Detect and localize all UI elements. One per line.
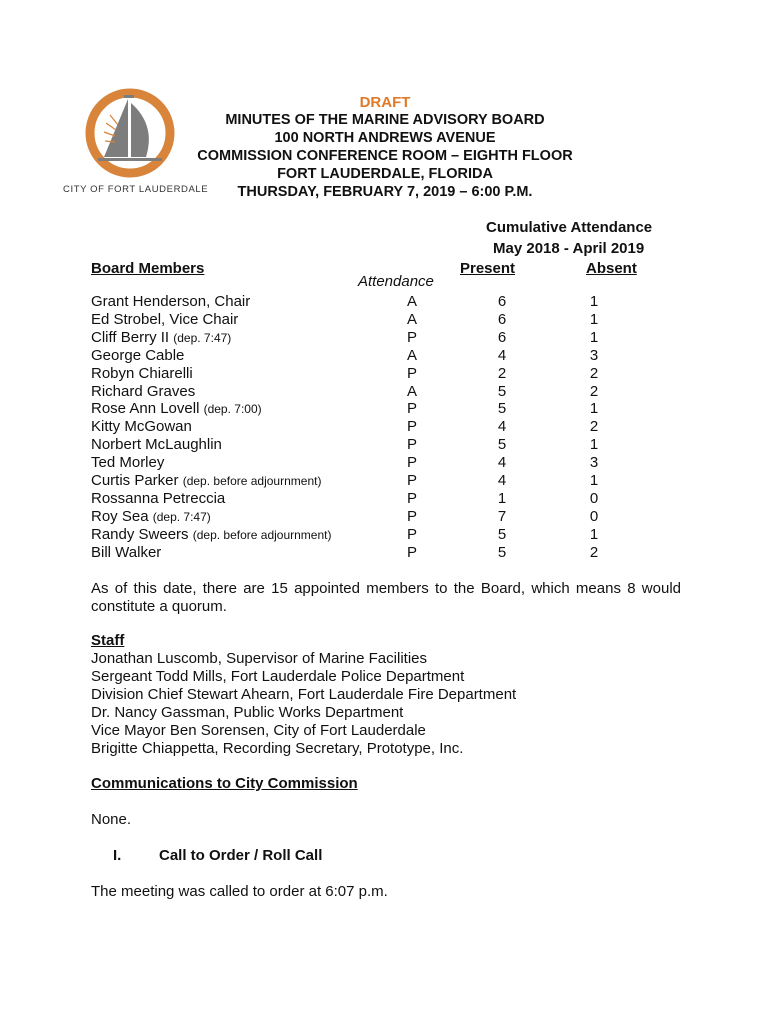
member-attendance: P	[406, 400, 417, 418]
member-present-count: 6	[497, 293, 507, 310]
member-name-text: Norbert McLaughlin	[91, 436, 222, 454]
staff-line: Sergeant Todd Mills, Fort Lauderdale Police Department	[91, 668, 465, 685]
period-label: May 2018 - April 2019	[493, 240, 645, 257]
member-row	[0, 508, 770, 526]
absent-heading: Absent	[586, 260, 637, 277]
member-attendance: A	[406, 293, 417, 310]
doc-city: FORT LAUDERDALE, FLORIDA	[277, 166, 493, 182]
member-note: (dep. 7:47)	[173, 330, 232, 345]
section-number: I.	[113, 847, 122, 864]
doc-date: THURSDAY, FEBRUARY 7, 2019 – 6:00 P.M.	[237, 184, 533, 200]
member-name	[91, 383, 195, 401]
logo-caption: CITY OF FORT LAUDERDALE	[63, 184, 209, 195]
member-present-count: 4	[497, 346, 507, 364]
member-name	[91, 436, 222, 454]
member-name-text: Kitty McGowan	[91, 418, 192, 436]
member-absent-count: 0	[589, 489, 599, 507]
member-name-text: Robyn Chiarelli	[91, 364, 193, 382]
member-name	[91, 365, 193, 383]
member-absent-count: 3	[589, 346, 599, 364]
member-name-text: Rose Ann Lovell	[91, 400, 200, 418]
member-note: (dep. 7:00)	[203, 402, 262, 417]
member-attendance: P	[406, 507, 417, 525]
member-present-count: 5	[497, 543, 507, 561]
member-absent-count: 3	[589, 454, 599, 472]
member-name	[91, 490, 225, 508]
member-name	[91, 329, 231, 347]
communications-body: None.	[91, 811, 132, 828]
member-present-count: 1	[497, 489, 507, 507]
member-name	[91, 544, 161, 562]
member-row	[0, 436, 770, 454]
member-name	[91, 311, 238, 329]
member-name-text: Bill Walker	[91, 543, 162, 561]
member-present-count: 5	[497, 382, 507, 400]
member-attendance: P	[406, 418, 417, 436]
member-present-count: 5	[497, 400, 507, 418]
member-present-count: 6	[497, 310, 507, 328]
cumulative-label: Cumulative Attendance	[486, 219, 653, 236]
doc-address: 100 NORTH ANDREWS AVENUE	[274, 130, 496, 146]
member-attendance: A	[406, 382, 417, 400]
member-name	[91, 400, 262, 418]
member-absent-count: 1	[589, 328, 599, 346]
member-absent-count: 1	[589, 293, 599, 310]
member-name	[91, 293, 250, 311]
staff-line: Dr. Nancy Gassman, Public Works Department	[91, 704, 404, 721]
member-attendance: P	[406, 454, 417, 472]
member-name-text: Richard Graves	[91, 382, 196, 400]
member-row	[0, 454, 770, 472]
member-attendance: P	[406, 543, 417, 561]
member-present-count: 7	[497, 507, 507, 525]
draft-label: DRAFT	[359, 94, 411, 111]
member-present-count: 6	[497, 328, 507, 346]
attendance-heading: Attendance	[358, 273, 434, 290]
member-absent-count: 1	[589, 472, 599, 489]
member-row	[0, 400, 770, 418]
section-title: Call to Order / Roll Call	[159, 847, 323, 864]
member-absent-count: 1	[589, 310, 599, 328]
member-attendance: P	[406, 525, 417, 543]
section-body: The meeting was called to order at 6:07 p.m.	[91, 883, 388, 900]
present-heading: Present	[460, 260, 516, 277]
member-attendance: P	[406, 364, 417, 382]
member-name-text: Curtis Parker	[91, 472, 179, 489]
member-row	[0, 418, 770, 436]
member-row	[0, 544, 770, 562]
member-row	[0, 490, 770, 508]
member-absent-count: 1	[589, 436, 599, 454]
member-row	[0, 311, 770, 329]
member-name-text: Roy Sea	[91, 507, 149, 525]
member-attendance: P	[406, 436, 417, 454]
member-absent-count: 2	[589, 543, 599, 561]
member-name	[91, 472, 321, 490]
member-attendance: A	[406, 310, 417, 328]
doc-title: MINUTES OF THE MARINE ADVISORY BOARD	[225, 112, 545, 128]
member-present-count: 4	[497, 472, 507, 489]
member-present-count: 4	[497, 418, 507, 436]
member-name-text: Ed Strobel, Vice Chair	[91, 310, 239, 328]
member-name-text: Grant Henderson, Chair	[91, 293, 251, 310]
member-note: (dep. before adjournment)	[192, 527, 332, 542]
member-absent-count: 2	[589, 418, 599, 436]
member-row	[0, 293, 770, 311]
member-absent-count: 2	[589, 364, 599, 382]
member-present-count: 5	[497, 436, 507, 454]
staff-line: Jonathan Luscomb, Supervisor of Marine Facilities	[91, 650, 427, 667]
doc-room: COMMISSION CONFERENCE ROOM – EIGHTH FLOOR	[197, 148, 573, 164]
member-attendance: P	[406, 489, 417, 507]
member-name-text: Cliff Berry II	[91, 328, 170, 346]
member-row	[0, 526, 770, 544]
member-present-count: 5	[497, 525, 507, 543]
member-name-text: George Cable	[91, 346, 185, 364]
staff-line: Division Chief Stewart Ahearn, Fort Lauderdale Fire Department	[91, 686, 517, 703]
member-absent-count: 2	[589, 382, 599, 400]
member-absent-count: 1	[589, 400, 599, 418]
member-row	[0, 347, 770, 365]
member-attendance: A	[406, 346, 417, 364]
member-absent-count: 0	[589, 507, 599, 525]
communications-heading: Communications to City Commission	[91, 775, 358, 792]
member-attendance: P	[406, 472, 417, 489]
member-name	[91, 347, 184, 365]
member-row	[0, 365, 770, 383]
member-name	[91, 454, 164, 472]
member-row	[0, 472, 770, 490]
member-name-text: Rossanna Petreccia	[91, 489, 226, 507]
member-attendance: P	[406, 328, 417, 346]
board-members-heading: Board Members	[91, 260, 205, 277]
member-name	[91, 508, 211, 526]
member-row	[0, 329, 770, 347]
member-name-text: Randy Sweers	[91, 525, 189, 543]
member-absent-count: 1	[589, 525, 599, 543]
staff-line: Vice Mayor Ben Sorensen, City of Fort Lauderdale	[91, 722, 426, 739]
member-note: (dep. 7:47)	[152, 509, 211, 524]
member-name-text: Ted Morley	[91, 454, 165, 472]
staff-heading: Staff	[91, 632, 125, 649]
member-present-count: 2	[497, 364, 507, 382]
staff-line: Brigitte Chiappetta, Recording Secretary, Prototype, Inc.	[91, 740, 464, 757]
quorum-paragraph: As of this date, there are 15 appointed members to the Board, which means 8 would constitute a quorum.	[91, 580, 681, 615]
member-row	[0, 383, 770, 401]
member-name	[91, 418, 192, 436]
member-present-count: 4	[497, 454, 507, 472]
member-note: (dep. before adjournment)	[182, 474, 322, 488]
member-name	[91, 526, 331, 544]
